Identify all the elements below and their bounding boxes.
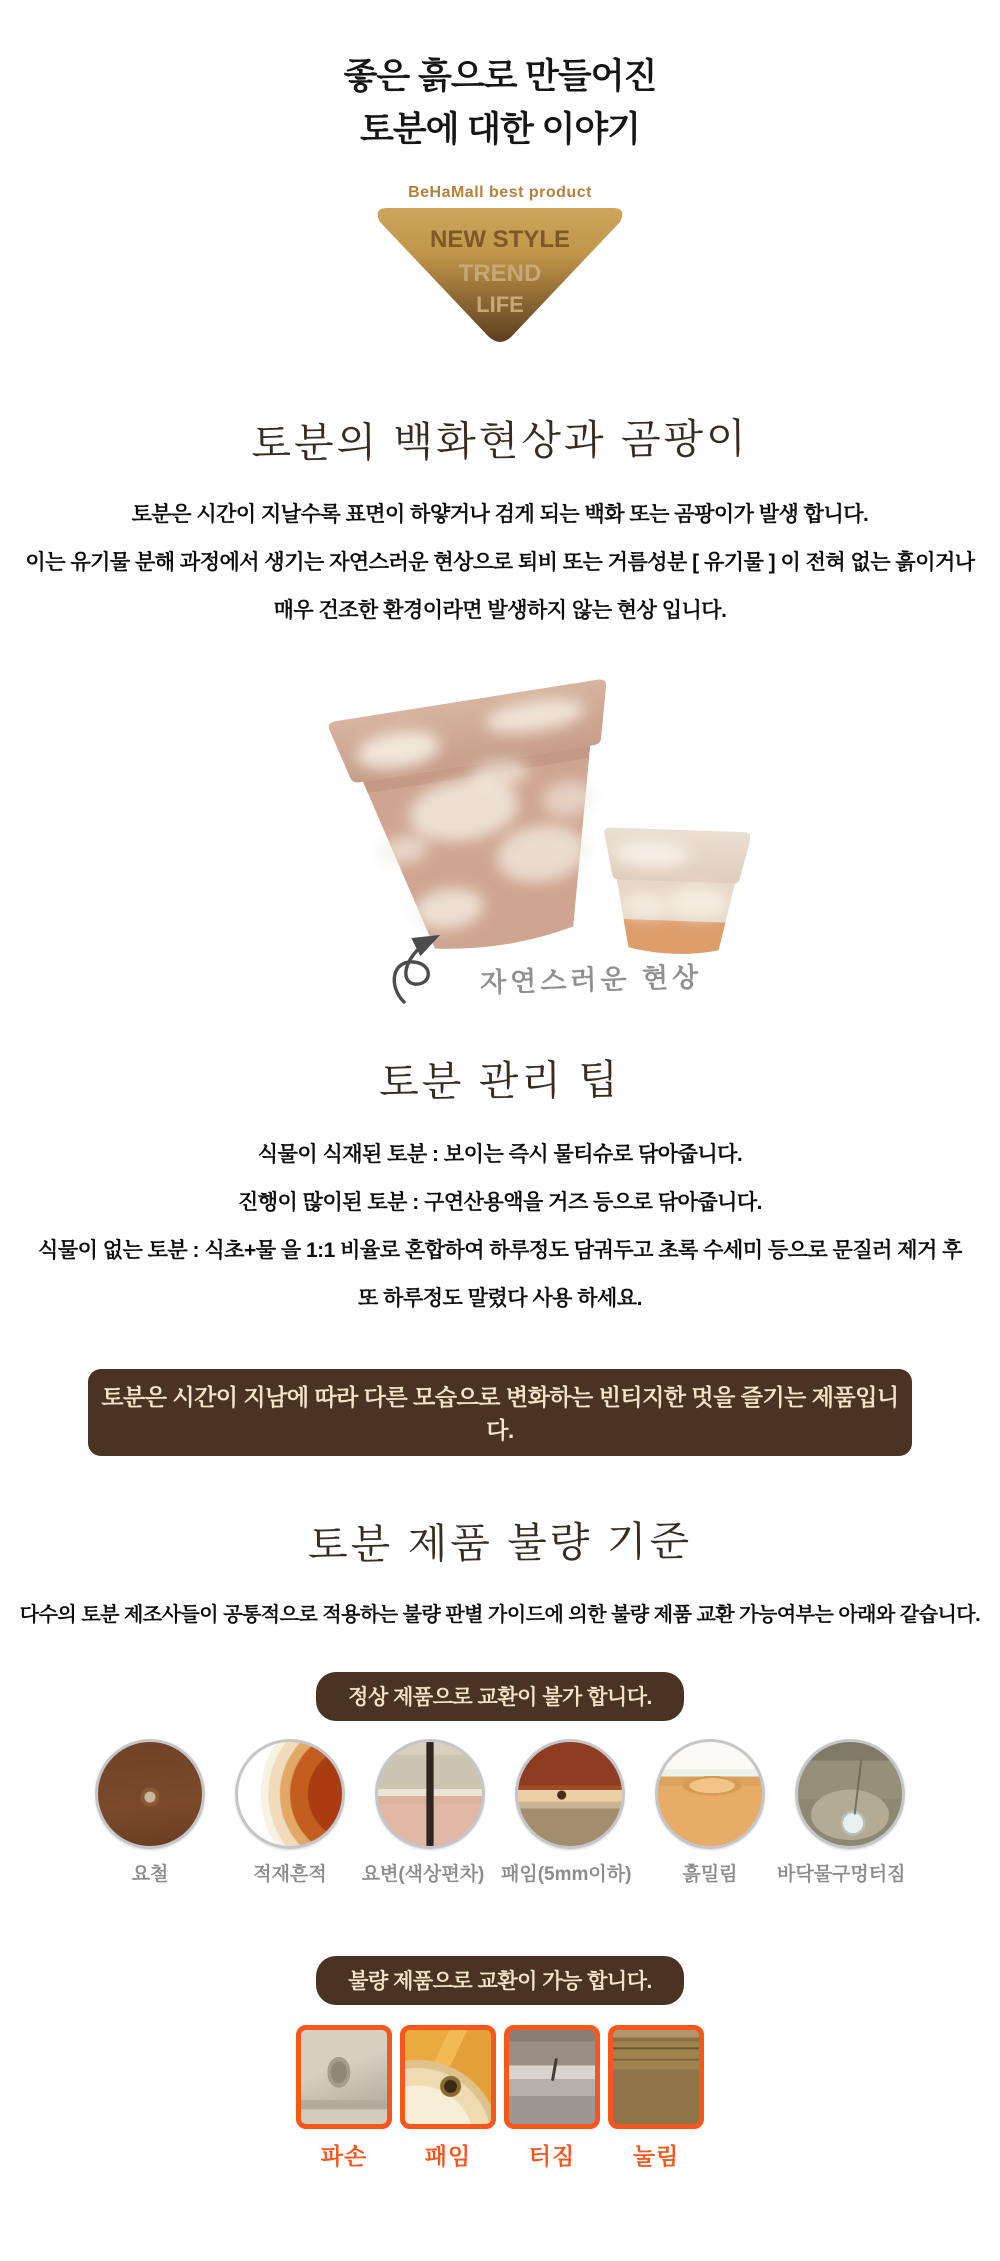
bottom-spacer	[0, 2171, 1000, 2261]
photo-color-variation	[375, 1739, 485, 1849]
gallery-label: 적재흔적	[253, 1864, 327, 1886]
pots-photo	[0, 657, 1000, 1008]
gallery-item-small-dent	[501, 1739, 632, 1886]
gallery-item-yocheol	[95, 1739, 205, 1886]
photo-small-dent	[515, 1739, 625, 1849]
whitening-line1: 토분은 시간이 지날수록 표면이 하얗거나 검게 되는 백화 또는 곰팡이가 발생 합니다.	[131, 503, 869, 527]
photo-breakage	[296, 2025, 392, 2129]
care-tip-line4: 또 하루정도 말렸다 사용 하세요.	[358, 1286, 642, 1310]
gallery-label: 흙밀림	[682, 1864, 738, 1886]
page-title-line1: 좋은 흙으로 만들어진	[343, 57, 657, 96]
whitening-line3: 매우 건조한 환경이라면 발생하지 않는 현상 입니다.	[273, 599, 727, 623]
badge-text-line1: NEW STYLE	[429, 226, 571, 254]
defect-gallery	[0, 2025, 1000, 2171]
care-tip-line1: 식물이 식재된 토분 : 보이는 즉시 물티슈로 닦아줍니다.	[257, 1143, 743, 1166]
photo-drainage-hole-burst	[795, 1739, 905, 1849]
section-heading-defect: 토분 제품 불량 기준	[307, 1517, 693, 1568]
care-tip-line2: 진행이 많이된 토분 : 구연산용액을 거즈 등으로 닦아줍니다.	[237, 1190, 763, 1214]
whitening-paragraph	[0, 491, 1000, 635]
brand-badge	[0, 184, 1000, 354]
gallery-label: 패임	[424, 2143, 472, 2170]
whitening-line2: 이는 유기물 분해 과정에서 생기는 자연스러운 현상으로 퇴비 또는 거름성분 [ 유기물 ] 이 전혀 없는 흙이거나	[25, 551, 975, 575]
photo-crack	[504, 2025, 600, 2129]
photo-dent	[400, 2025, 496, 2129]
gold-triangle-badge	[0, 207, 1000, 354]
defect-intro: 다수의 토분 제조사들이 공통적으로 적용하는 불량 판별 가이드에 의한 불량 제품 교환 가능여부는 아래와 같습니다.	[19, 1603, 981, 1626]
triangle-icon	[374, 207, 626, 349]
photo-clay-push	[655, 1739, 765, 1849]
gallery-label: 요변(색상편차)	[361, 1864, 485, 1886]
gallery-label: 바닥물구멍터짐	[777, 1864, 906, 1886]
gallery-label: 파손	[320, 2143, 368, 2170]
caption-text: 자연스러운 현상	[479, 962, 703, 998]
gallery-label: 눌림	[632, 2143, 680, 2170]
care-tip-line3: 식물이 없는 토분 : 식초+물 을 1:1 비율로 혼합하여 하루정도 담궈두고 초록 수세미 등으로 문질러 제거 후	[38, 1238, 962, 1262]
brand-name: BeHaMall best product	[408, 184, 592, 202]
badge-text-line3: LIFE	[476, 292, 524, 318]
gallery-item-breakage	[296, 2025, 392, 2171]
normal-exchange-banner: 정상 제품으로 교환이 불가 합니다.	[316, 1672, 684, 1721]
photo-surface-bump	[95, 1739, 205, 1849]
section-heading-care: 토분 관리 팁	[378, 1056, 622, 1106]
gallery-item-crack	[504, 2025, 600, 2171]
gallery-item-drainage-hole	[777, 1739, 906, 1886]
normal-defect-gallery	[0, 1739, 1000, 1886]
gallery-item-dent	[400, 2025, 496, 2171]
gallery-label: 터짐	[528, 2143, 576, 2170]
gallery-label: 패임(5mm이하)	[501, 1864, 632, 1886]
gallery-item-color-variation	[361, 1739, 485, 1886]
care-tips-paragraph	[0, 1131, 1000, 1323]
curly-arrow-icon	[388, 924, 474, 1008]
page-title	[0, 0, 1000, 156]
badge-text-line2: TREND	[458, 260, 542, 288]
clay-pots-image	[250, 657, 750, 957]
gallery-label: 요철	[131, 1864, 169, 1886]
natural-phenomenon-caption	[45, 924, 1000, 1008]
gallery-item-stacking-mark	[235, 1739, 345, 1886]
gallery-item-press	[608, 2025, 704, 2171]
page-title-line2: 토분에 대한 이야기	[360, 110, 640, 150]
photo-stacking-mark	[235, 1739, 345, 1849]
gallery-item-clay-push	[655, 1739, 765, 1886]
section-heading-whitening: 토분의 백화현상과 곰팡이	[251, 415, 749, 467]
defect-exchange-banner: 불량 제품으로 교환이 가능 합니다.	[316, 1956, 684, 2005]
photo-press-deform	[608, 2025, 704, 2129]
vintage-notice-banner: 토분은 시간이 지남에 따라 다른 모습으로 변화하는 빈티지한 멋을 즐기는 제품입니다.	[88, 1369, 912, 1456]
